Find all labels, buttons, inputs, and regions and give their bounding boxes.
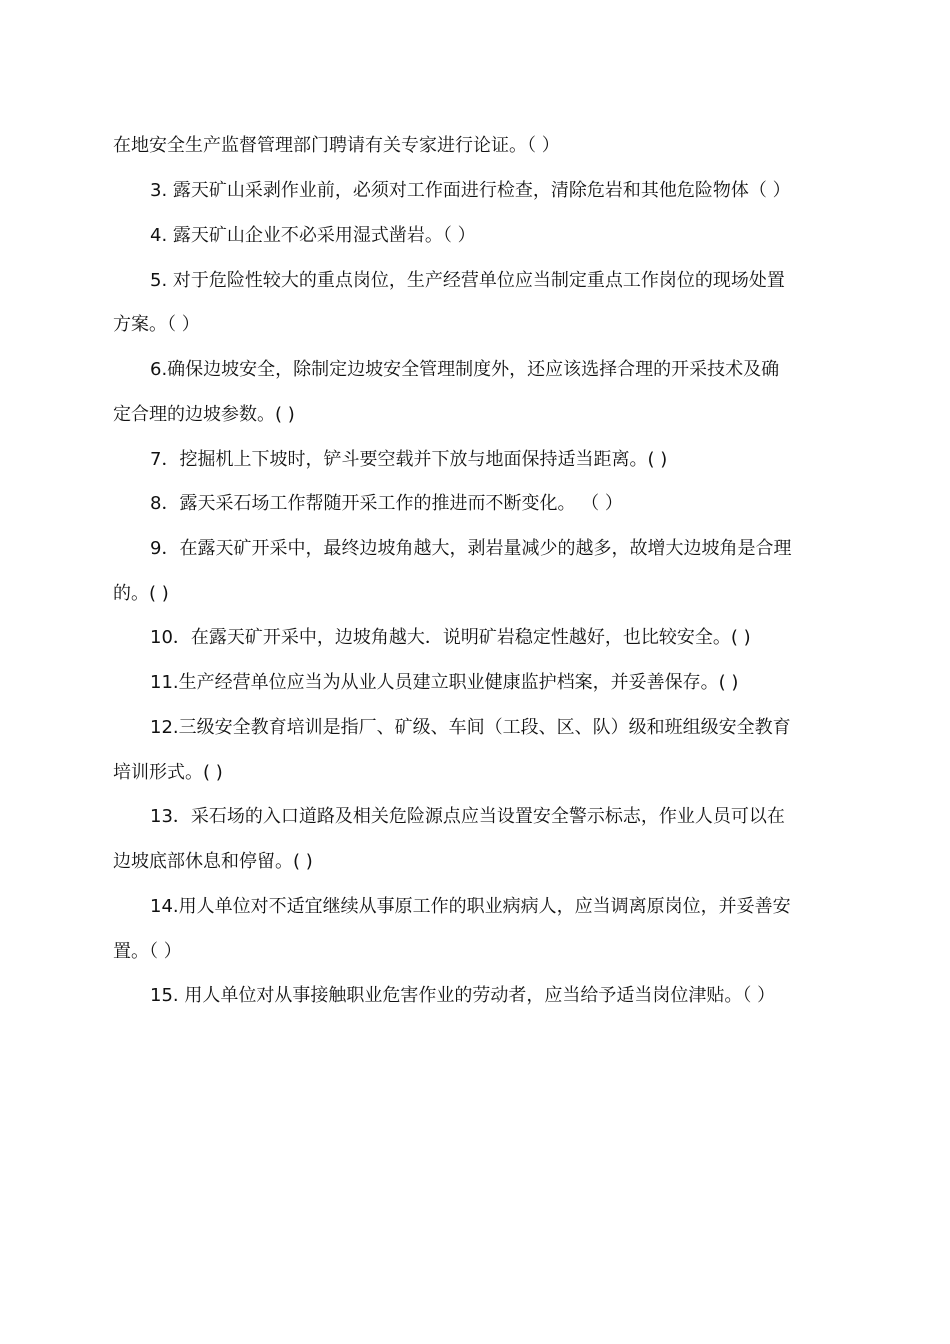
- question-12: 12.三级安全教育培训是指厂、矿级、车间（工段、区、队）级和班组级安全教育: [150, 717, 791, 738]
- question-7: 7．挖掘机上下坡时，铲斗要空载并下放与地面保持适当距离。( ): [150, 449, 668, 470]
- question-13: 13．采石场的入口道路及相关危险源点应当设置安全警示标志，作业人员可以在: [150, 806, 785, 827]
- text-line: 置。（ ）: [113, 941, 182, 962]
- question-8: 8．露天采石场工作帮随开采工作的推进而不断变化。 （ ）: [150, 493, 623, 514]
- question-14: 14.用人单位对不适宜继续从事原工作的职业病病人，应当调离原岗位，并妥善安: [150, 896, 791, 917]
- text-line: 的。( ): [113, 583, 169, 604]
- question-3: 3. 露天矿山采剥作业前，必须对工作面进行检查，清除危岩和其他危险物体（ ）: [150, 180, 791, 201]
- question-5: 5. 对于危险性较大的重点岗位，生产经营单位应当制定重点工作岗位的现场处置: [150, 270, 785, 291]
- question-9: 9．在露天矿开采中，最终边坡角越大，剥岩量减少的越多，故增大边坡角是合理: [150, 538, 792, 559]
- text-line: 培训形式。( ): [113, 762, 223, 783]
- question-15: 15. 用人单位对从事接触职业危害作业的劳动者，应当给予适当岗位津贴。（ ）: [150, 985, 776, 1006]
- question-4: 4. 露天矿山企业不必采用湿式凿岩。（ ）: [150, 225, 476, 246]
- question-10: 10．在露天矿开采中，边坡角越大．说明矿岩稳定性越好，也比较安全。( ): [150, 627, 751, 648]
- text-line: 边坡底部休息和停留。( ): [113, 851, 313, 872]
- text-line: 在地安全生产监督管理部门聘请有关专家进行论证。（ ）: [113, 135, 560, 156]
- text-line: 方案。（ ）: [113, 314, 200, 335]
- question-11: 11.生产经营单位应当为从业人员建立职业健康监护档案，并妥善保存。( ): [150, 672, 739, 693]
- question-6: 6.确保边坡安全，除制定边坡安全管理制度外，还应该选择合理的开采技术及确: [150, 359, 780, 380]
- text-line: 定合理的边坡参数。( ): [113, 404, 295, 425]
